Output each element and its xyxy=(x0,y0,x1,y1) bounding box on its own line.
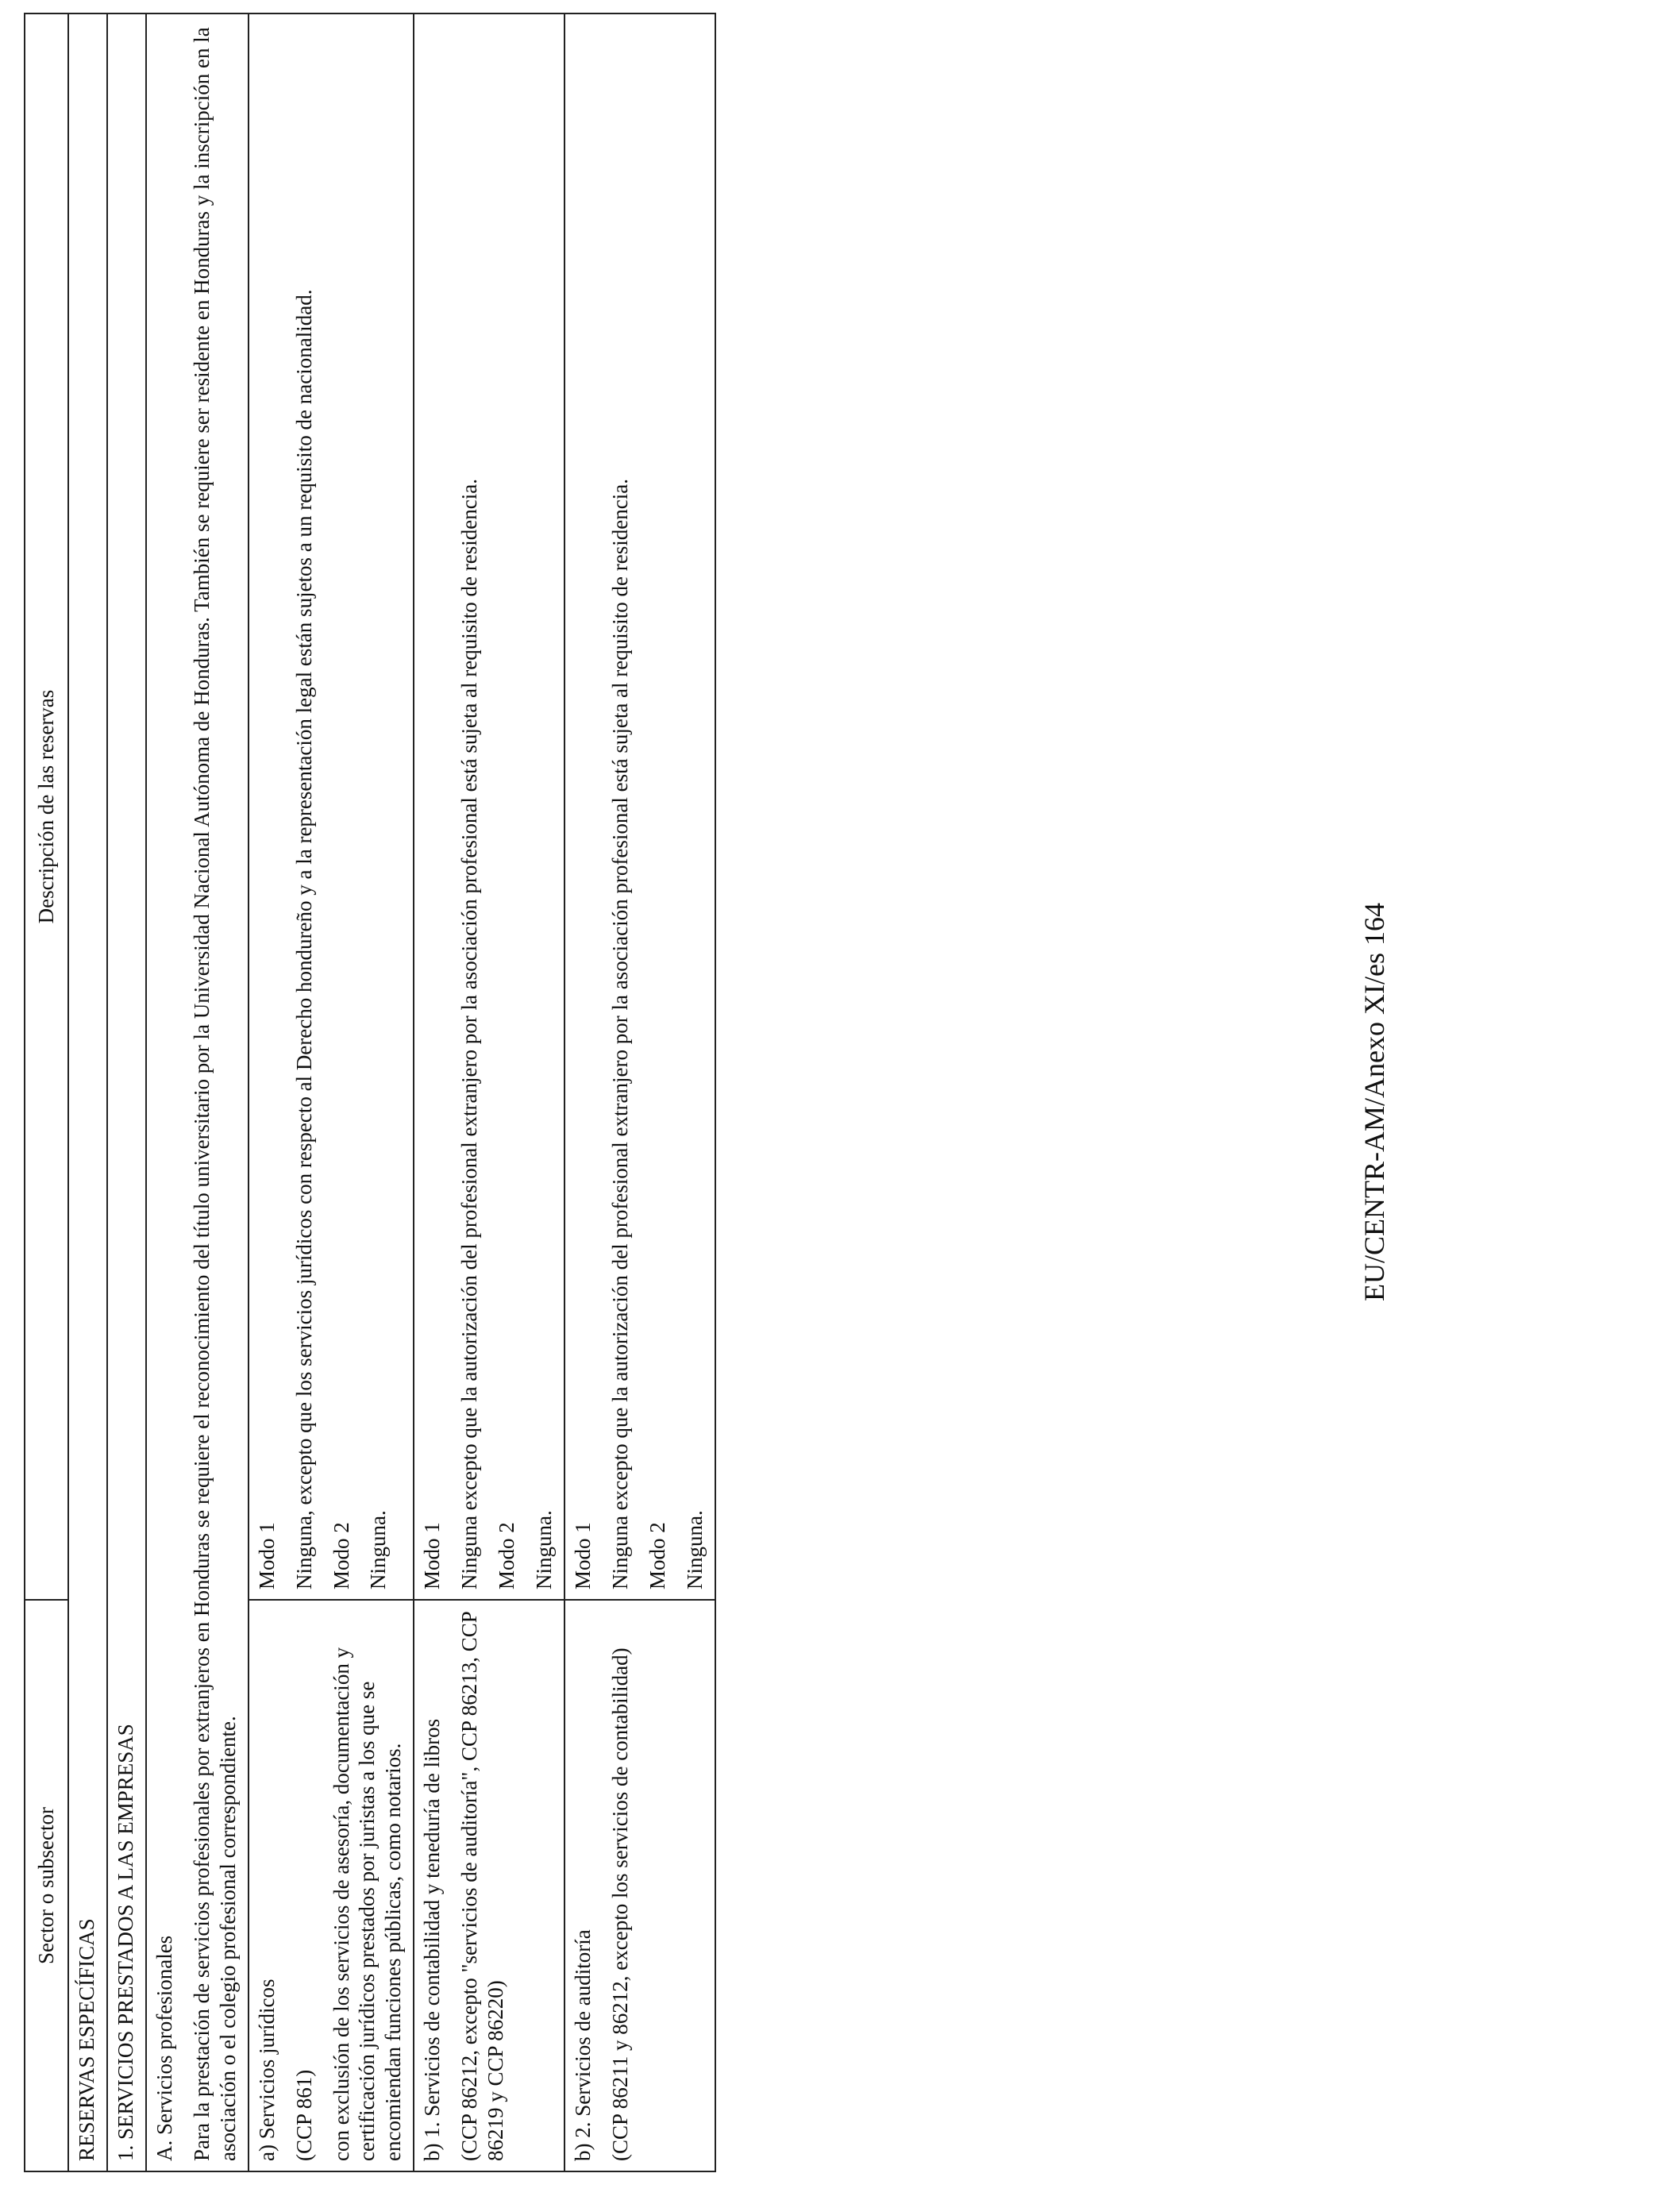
sector-code: (CCP 86212, excepto "servicios de auditoría", CCP 86213, CCP 86219 y CCP 86220) xyxy=(457,1612,508,2161)
sector-note: con exclusión de los servicios de asesoría, documentación y certificación jurídicos prestados por juristas a los que se encomiendan funciones públicas, como notarios. xyxy=(329,1647,406,2161)
mode1-label: Modo 1 xyxy=(571,1522,595,1589)
sector-title: b) 2. Servicios de auditoría xyxy=(571,1929,595,2161)
group-title: 1. SERVICIOS PRESTADOS A LAS EMPRESAS xyxy=(107,13,146,2171)
mode1-text: Ninguna, excepto que los servicios jurídicos con respecto al Derecho hondureño y a la representación legal están sujetos a un requisito de nacionalidad. xyxy=(291,289,316,1589)
document-reference: EU/CENTR-AM/Anexo XI/es 164 xyxy=(1358,903,1390,1301)
subgroup-text: Para la prestación de servicios profesionales por extranjeros en Honduras se requiere el reconocimiento del título universitario por la Universidad Nacional Autónoma de Honduras. También se requiere ser residente en Honduras y la inscripción en la asociación o el colegio profesional correspondiente. xyxy=(189,27,240,2161)
reserves-table xyxy=(24,13,716,2172)
description-cell xyxy=(249,13,414,1600)
mode2-text: Ninguna. xyxy=(532,1510,557,1589)
mode1-label: Modo 1 xyxy=(420,1522,445,1589)
description-cell xyxy=(414,13,564,1600)
sector-cell xyxy=(564,1600,715,2171)
table-row xyxy=(414,13,564,2171)
mode2-label: Modo 2 xyxy=(645,1522,669,1589)
mode1-text: Ninguna excepto que la autorización del profesional extranjero por la asociación profesional está sujeta al requisito de residencia. xyxy=(457,479,482,1589)
sector-code: (CCP 861) xyxy=(291,2069,316,2161)
mode2-label: Modo 2 xyxy=(495,1522,519,1589)
subgroup-cell xyxy=(146,13,249,2171)
mode2-text: Ninguna. xyxy=(682,1510,707,1589)
sector-title: b) 1. Servicios de contabilidad y teneduría de libros xyxy=(420,1718,445,2161)
description-cell xyxy=(564,13,715,1600)
mode2-text: Ninguna. xyxy=(366,1510,391,1589)
mode1-text: Ninguna excepto que la autorización del profesional extranjero por la asociación profesional está sujeta al requisito de residencia. xyxy=(608,479,632,1589)
sector-code: (CCP 86211 y 86212, excepto los servicios de contabilidad) xyxy=(608,1647,632,2161)
group-title-row xyxy=(107,13,146,2171)
mode1-label: Modo 1 xyxy=(254,1522,279,1589)
sector-title: a) Servicios jurídicos xyxy=(254,1979,279,2161)
subgroup-title: A. Servicios profesionales xyxy=(152,1935,176,2161)
table-row xyxy=(249,13,414,2171)
sector-cell xyxy=(249,1600,414,2171)
subgroup-row xyxy=(146,13,249,2171)
table-header-row xyxy=(25,13,68,2171)
mode2-label: Modo 2 xyxy=(329,1522,353,1589)
header-description: Descripción de las reservas xyxy=(25,13,68,1600)
table-row xyxy=(564,13,715,2171)
section-title: RESERVAS ESPECÍFICAS xyxy=(68,13,107,2171)
header-sector: Sector o subsector xyxy=(25,1600,68,2171)
section-title-row xyxy=(68,13,107,2171)
sector-cell xyxy=(414,1600,564,2171)
